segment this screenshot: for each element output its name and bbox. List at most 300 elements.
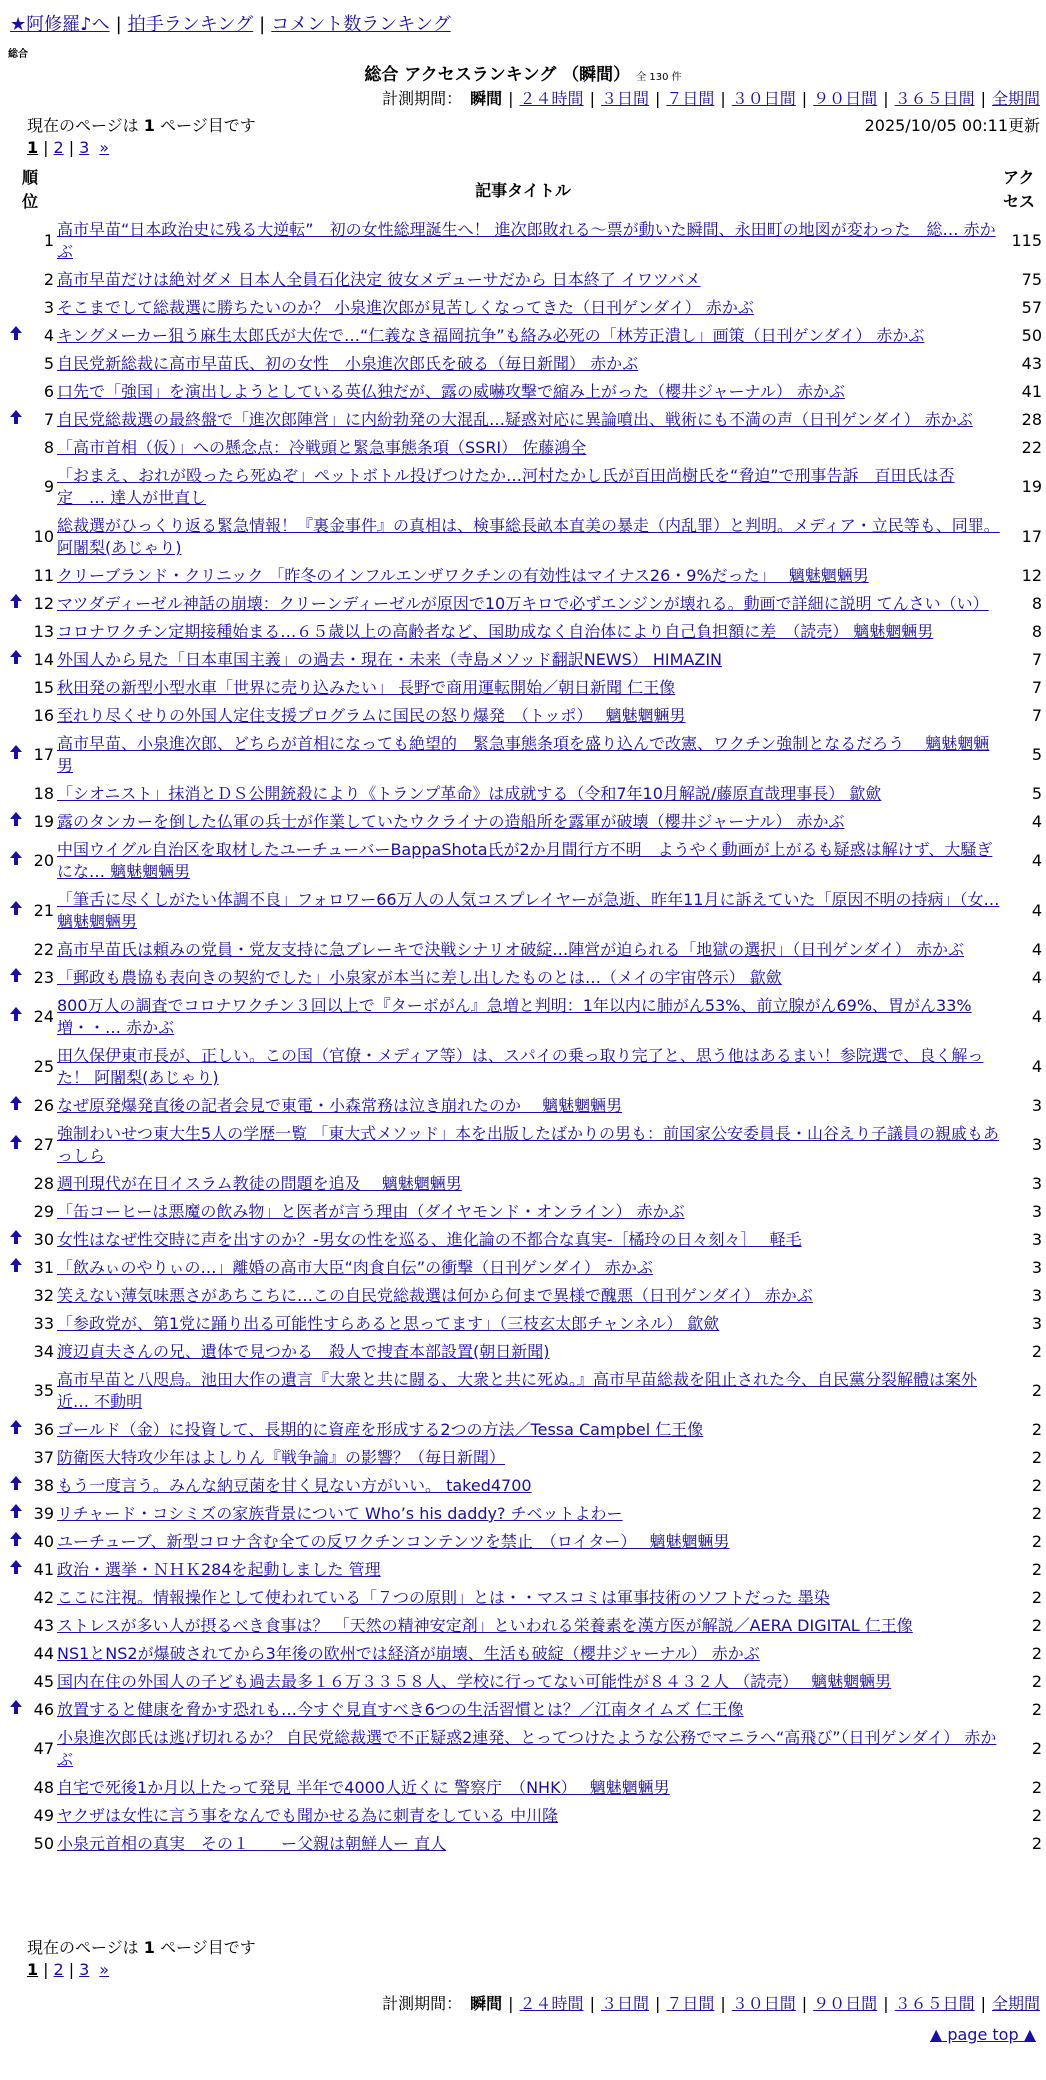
pager-page-3[interactable]: 3	[79, 138, 90, 157]
pager-page-2[interactable]: 2	[53, 1960, 64, 1979]
article-title-link[interactable]: ゴールド（金）に投資して、長期的に資産を形成する2つの方法／Tessa Campbel 仁王像	[57, 1420, 704, 1439]
article-title-link[interactable]: リチャード・コシミズの家族背景について Who’s his daddy? チベットよわー	[57, 1504, 623, 1523]
top-nav	[10, 10, 451, 36]
access-count: 4	[1031, 812, 1042, 831]
access-count: 2	[1031, 1644, 1042, 1663]
rank-number: 43	[33, 1616, 54, 1635]
rank-change-cell	[8, 350, 24, 378]
rank-number: 44	[33, 1644, 54, 1663]
article-title-link[interactable]: 「おまえ、おれが殴ったら死ぬぞ」ペットボトル投げつけたか…河村たかし氏が百田尚樹氏を“脅迫”で刑事告訴 百田氏は否定 … 達人が世直し	[57, 466, 955, 507]
article-title-link[interactable]: 外国人から見た「日本車国主義」の過去・現在・未来（寺島メソッド翻訳NEWS） HIMAZIN	[57, 650, 723, 669]
article-title-link[interactable]: 「筆舌に尽くしがたい体調不良」フォロワー66万人の人気コスプレイヤーが急逝、昨年11月に訴えていた「原因不明の持病」（女… 魑魅魍魎男	[57, 890, 1000, 931]
period-current: 瞬間	[470, 89, 503, 108]
rank-number: 2	[43, 270, 54, 289]
arrow-up-icon	[8, 1254, 24, 1282]
rank-number: 25	[33, 1057, 54, 1076]
arrow-up-icon	[8, 1556, 24, 1584]
table-row	[8, 294, 1046, 322]
table-row	[8, 730, 1046, 780]
article-title-link[interactable]: 「参政党が、第1党に踊り出る可能性すらあると思ってます」（三枝玄太郎チャンネル） 歙歛	[57, 1314, 720, 1333]
article-title-link[interactable]: 「シオニスト」抹消とＤＳ公開銃殺により《トランプ革命》は成就する（令和7年10月解説/藤原直哉理事長） 歙歛	[57, 784, 882, 803]
rank-number: 48	[33, 1778, 54, 1797]
article-title-link[interactable]: もう一度言う。みんな納豆菌を甘く見ない方がいい。 taked4700	[57, 1476, 532, 1495]
article-title-cell	[57, 462, 1000, 512]
article-title-link[interactable]: 総裁選がひっくり返る緊急情報！『裏金事件』の真相は、検事総長畝本直美の暴走（内乱罪）と判明。メディア・立民等も、同罪。 阿闍梨(あじゃり)	[57, 516, 1000, 557]
rank-number: 45	[33, 1672, 54, 1691]
rank-number: 26	[33, 1096, 54, 1115]
arrow-up-icon	[8, 406, 24, 434]
table-row	[8, 780, 1046, 808]
rank-number: 19	[33, 812, 54, 831]
article-title-link[interactable]: マツダディーゼル神話の崩壊：クリーンディーゼルが原因で10万キロで必ずエンジンが壊れる。動画で詳細に説明 てんさい（い）	[57, 594, 989, 613]
access-count: 3	[1031, 1230, 1042, 1249]
arrow-up-icon	[8, 964, 24, 992]
article-title-cell	[57, 674, 1000, 702]
rank-change-cell	[8, 1774, 24, 1802]
access-count: 7	[1031, 650, 1042, 669]
article-title-link[interactable]: 秋田発の新型小型水車「世界に売り込みたい」 長野で商用運転開始／朝日新聞 仁王像	[57, 678, 676, 697]
rank-number: 7	[43, 410, 54, 429]
rank-number: 3	[43, 298, 54, 317]
article-title-cell	[57, 1282, 1000, 1310]
arrow-up-icon	[8, 1416, 24, 1444]
access-count: 2	[1031, 1504, 1042, 1523]
page-info-number: 1	[143, 1938, 155, 1957]
article-title-cell	[57, 1472, 1000, 1500]
table-row	[8, 216, 1046, 266]
period-3d-link[interactable]: ３日間	[600, 1994, 649, 2013]
rank-change-cell	[8, 462, 24, 512]
period-7d-link[interactable]: ７日間	[666, 1994, 715, 2013]
access-count: 3	[1031, 1258, 1042, 1277]
arrow-up-icon	[8, 590, 24, 618]
rank-number: 12	[33, 594, 54, 613]
table-row	[8, 1528, 1046, 1556]
article-title-cell	[57, 1668, 1000, 1696]
access-count: 8	[1031, 622, 1042, 641]
article-title-link[interactable]: 自民党新総裁に高市早苗氏、初の女性 小泉進次郎氏を破る（毎日新聞） 赤かぶ	[57, 354, 639, 373]
article-title-cell	[57, 1802, 1000, 1830]
table-row	[8, 1254, 1046, 1282]
rank-number: 38	[33, 1476, 54, 1495]
rank-number: 17	[33, 745, 54, 764]
access-count: 19	[1021, 477, 1042, 496]
article-title-cell	[57, 350, 1000, 378]
access-count: 3	[1031, 1286, 1042, 1305]
access-count: 5	[1031, 784, 1042, 803]
ranking-title: 総合 アクセスランキング （瞬間）	[364, 65, 631, 85]
access-count: 41	[1021, 382, 1042, 401]
header-access: アクセス	[1003, 168, 1036, 211]
article-title-cell	[57, 216, 1000, 266]
access-count: 4	[1031, 968, 1042, 987]
rank-number: 15	[33, 678, 54, 697]
article-title-link[interactable]: 高市早苗、小泉進次郎、どちらが首相になっても絶望的 緊急事態条項を盛り込んで改憲、ワクチン強制となるだろう 魑魅魍魎男	[57, 734, 990, 775]
rank-number: 23	[33, 968, 54, 987]
rank-change-cell	[8, 1830, 24, 1858]
table-row	[8, 1198, 1046, 1226]
access-count: 3	[1031, 1174, 1042, 1193]
page-info-bottom	[27, 1935, 256, 1958]
arrow-up-icon	[8, 730, 24, 780]
access-count: 4	[1031, 901, 1042, 920]
table-row	[8, 1640, 1046, 1668]
article-title-cell	[57, 1120, 1000, 1170]
ranking-table	[8, 216, 1046, 1858]
access-count: 3	[1031, 1135, 1042, 1154]
article-title-cell	[57, 322, 1000, 350]
period-label: 計測期間：	[382, 1994, 463, 2013]
page-top-link[interactable]: ▲ page top ▲	[929, 2025, 1036, 2044]
rank-number: 14	[33, 650, 54, 669]
rank-number: 37	[33, 1448, 54, 1467]
period-365d-link[interactable]: ３６５日間	[894, 1994, 975, 2013]
table-row	[8, 964, 1046, 992]
comment-ranking-link[interactable]: コメント数ランキング	[271, 14, 451, 35]
article-title-cell	[57, 836, 1000, 886]
rank-number: 34	[33, 1342, 54, 1361]
article-title-link[interactable]: 高市早苗だけは絶対ダメ 日本人全員石化決定 彼女メデューサだから 日本終了 イワツバメ	[57, 270, 701, 289]
access-count: 2	[1031, 1700, 1042, 1719]
table-row	[8, 1556, 1046, 1584]
asyura-home-link[interactable]: ★阿修羅♪へ	[10, 14, 110, 35]
article-title-cell	[57, 964, 1000, 992]
article-title-link[interactable]: 口先で「強国」を演出しようとしている英仏独だが、露の威嚇攻撃で縮み上がった（櫻井ジャーナル） 赤かぶ	[57, 382, 845, 401]
article-title-cell	[57, 406, 1000, 434]
rank-change-cell	[8, 1338, 24, 1366]
period-90d-link[interactable]: ９０日間	[813, 1994, 878, 2013]
rank-number: 40	[33, 1532, 54, 1551]
article-title-link[interactable]: 小泉進次郎氏は逃げ切れるか？ 自民党総裁選で不正疑惑2連発、とってつけたような公務でマニラへ“高飛び”（日刊ゲンダイ） 赤かぶ	[57, 1728, 997, 1769]
rank-number: 4	[43, 326, 54, 345]
article-title-link[interactable]: 「高市首相（仮）」への懸念点：冷戦頭と緊急事態条項（SSRI） 佐藤鴻全	[57, 438, 587, 457]
article-title-link[interactable]: 高市早苗“日本政治史に残る大逆転” 初の女性総理誕生へ！ 進次郎敗れる～票が動いた瞬間、永田町の地図が変わった 総… 赤かぶ	[57, 220, 996, 261]
article-title-cell	[57, 886, 1000, 936]
access-count: 43	[1021, 354, 1042, 373]
article-title-link[interactable]: クリーブランド・クリニック 「昨冬のインフルエンザワクチンの有効性はマイナス26・9%だった」 魑魅魍魎男	[57, 566, 869, 585]
rank-change-cell	[8, 936, 24, 964]
table-row	[8, 1668, 1046, 1696]
period-30d-link[interactable]: ３０日間	[731, 89, 796, 108]
rank-change-cell	[8, 1310, 24, 1338]
table-row	[8, 886, 1046, 936]
rank-change-cell	[8, 1724, 24, 1774]
rank-number: 24	[33, 1007, 54, 1026]
article-title-link[interactable]: 渡辺貞夫さんの兄、遺体で見つかる 殺人で捜査本部設置(朝日新聞)	[57, 1342, 550, 1361]
rank-change-cell	[8, 266, 24, 294]
table-row	[8, 1120, 1046, 1170]
article-title-link[interactable]: なぜ原発爆発直後の記者会見で東電・小森常務は泣き崩れたのか 魑魅魍魎男	[57, 1096, 623, 1115]
arrow-up-icon	[8, 1092, 24, 1120]
pager-page-3[interactable]: 3	[79, 1960, 90, 1979]
rank-change-cell	[8, 1198, 24, 1226]
rank-number: 33	[33, 1314, 54, 1333]
period-3d-link[interactable]: ３日間	[600, 89, 649, 108]
period-nav: 計測期間： 瞬間 | ２４時間 | ３日間 | ７日間 | ３０日間 | ９０日間 | ３６５日間 | 全期間	[382, 89, 1040, 108]
access-count: 3	[1031, 1202, 1042, 1221]
rank-number: 10	[33, 527, 54, 546]
access-count: 8	[1031, 594, 1042, 613]
article-title-link[interactable]: ここに注視。情報操作として使われている「７つの原則」とは・・マスコミは軍事技術のソフトだった 墨染	[57, 1588, 830, 1607]
period-all-link[interactable]: 全期間	[991, 89, 1040, 108]
article-title-link[interactable]: ユーチューブ、新型コロナ含む全ての反ワクチンコンテンツを禁止 （ロイター） 魑魅魍魎男	[57, 1532, 730, 1551]
article-title-cell	[57, 1774, 1000, 1802]
pager-top: 1 | 2 | 3 »	[27, 138, 110, 157]
table-row	[8, 1774, 1046, 1802]
table-row	[8, 512, 1046, 562]
article-title-cell	[57, 1556, 1000, 1584]
rank-number: 41	[33, 1560, 54, 1579]
table-row	[8, 674, 1046, 702]
access-count: 115	[1011, 231, 1042, 250]
period-30d-link[interactable]: ３０日間	[731, 1994, 796, 2013]
table-row	[8, 1042, 1046, 1092]
rank-change-cell	[8, 1170, 24, 1198]
article-title-cell	[57, 434, 1000, 462]
article-title-cell	[57, 1830, 1000, 1858]
page-info	[27, 113, 256, 136]
access-count: 4	[1031, 851, 1042, 870]
table-row	[8, 1170, 1046, 1198]
rank-change-cell	[8, 512, 24, 562]
access-count: 2	[1031, 1476, 1042, 1495]
applause-ranking-link[interactable]: 拍手ランキング	[127, 14, 254, 35]
arrow-up-icon	[8, 1472, 24, 1500]
period-label: 計測期間：	[382, 89, 463, 108]
rank-number: 36	[33, 1420, 54, 1439]
rank-change-cell	[8, 1366, 24, 1416]
table-row	[8, 266, 1046, 294]
rank-change-cell	[8, 1282, 24, 1310]
table-row	[8, 936, 1046, 964]
article-title-cell	[57, 266, 1000, 294]
rank-number: 20	[33, 851, 54, 870]
table-row	[8, 1500, 1046, 1528]
article-title-cell	[57, 294, 1000, 322]
table-row	[8, 1612, 1046, 1640]
arrow-up-icon	[8, 1500, 24, 1528]
period-365d-link[interactable]: ３６５日間	[894, 89, 975, 108]
rank-number: 6	[43, 382, 54, 401]
access-count: 2	[1031, 1672, 1042, 1691]
access-count: 12	[1021, 566, 1042, 585]
table-row	[8, 350, 1046, 378]
pager-next[interactable]: »	[99, 138, 110, 157]
article-title-cell	[57, 646, 1000, 674]
article-title-link[interactable]: 高市早苗氏は頼みの党員・党友支持に急ブレーキで決戦シナリオ破綻…陣営が迫られる「地獄の選択」（日刊ゲンダイ） 赤かぶ	[57, 940, 965, 959]
access-count: 4	[1031, 940, 1042, 959]
article-title-cell	[57, 702, 1000, 730]
rank-number: 18	[33, 784, 54, 803]
table-row	[8, 618, 1046, 646]
pager-current: 1	[27, 1960, 39, 1979]
article-title-cell	[57, 562, 1000, 590]
article-title-cell	[57, 1338, 1000, 1366]
table-row	[8, 836, 1046, 886]
pager-next[interactable]: »	[99, 1960, 110, 1979]
rank-number: 32	[33, 1286, 54, 1305]
article-title-link[interactable]: 防衛医大特攻少年はよしりん『戦争論』の影響？（毎日新聞）	[57, 1448, 506, 1467]
rank-change-cell	[8, 780, 24, 808]
article-title-link[interactable]: 至れり尽くせりの外国人定住支援プログラムに国民の怒り爆発 （トッポ） 魑魅魍魎男	[57, 706, 686, 725]
rank-number: 31	[33, 1258, 54, 1277]
article-title-cell	[57, 1500, 1000, 1528]
access-count: 2	[1031, 1420, 1042, 1439]
access-count: 2	[1031, 1834, 1042, 1853]
pager-current: 1	[27, 138, 39, 157]
page-info-suffix: ページ目です	[160, 116, 256, 135]
article-title-link[interactable]: 露のタンカーを倒した仏軍の兵士が作業していたウクライナの造船所を露軍が破壊（櫻井ジャーナル） 赤かぶ	[57, 812, 845, 831]
rank-number: 13	[33, 622, 54, 641]
table-row	[8, 992, 1046, 1042]
article-title-cell	[57, 1612, 1000, 1640]
table-row	[8, 1472, 1046, 1500]
period-all-link[interactable]: 全期間	[991, 1994, 1040, 2013]
arrow-up-icon	[8, 1528, 24, 1556]
arrow-up-icon	[8, 886, 24, 936]
page-info-prefix: 現在のページは	[27, 1938, 139, 1957]
arrow-up-icon	[8, 646, 24, 674]
article-title-cell	[57, 1584, 1000, 1612]
period-24h-link[interactable]: ２４時間	[519, 1994, 584, 2013]
table-row	[8, 1226, 1046, 1254]
article-title-link[interactable]: 田久保伊東市長が、正しい。この国（官僚・メディア等）は、スパイの乗っ取り完了と、思う他はあるまい！参院選で、良く解った！ 阿闍梨(あじゃり)	[57, 1046, 984, 1087]
article-title-link[interactable]: NS1とNS2が爆破されてから3年後の欧州では経済が崩壊、生活も破綻（櫻井ジャーナル） 赤かぶ	[57, 1644, 760, 1663]
period-90d-link[interactable]: ９０日間	[813, 89, 878, 108]
rank-number: 11	[33, 566, 54, 585]
article-title-link[interactable]: ヤクザは女性に言う事をなんでも聞かせる為に刺青をしている 中川隆	[57, 1806, 559, 1825]
access-count: 4	[1031, 1007, 1042, 1026]
article-title-link[interactable]: 放置すると健康を脅かす恐れも…今すぐ見直すべき6つの生活習慣とは？／江南タイムズ 仁王像	[57, 1700, 744, 1719]
article-title-cell	[57, 1366, 1000, 1416]
article-title-link[interactable]: 「郵政も農協も表向きの契約でした」小泉家が本当に差し出したものとは…（メイの宇宙啓示） 歙歛	[57, 968, 782, 987]
article-title-link[interactable]: 高市早苗と八咫烏。池田大作の遺言『大衆と共に闘る、大衆と共に死ぬ。』高市早苗総裁を阻止された今、自民黨分裂解體は案外近… 不動明	[57, 1370, 978, 1411]
rank-number: 22	[33, 940, 54, 959]
table-row	[8, 1830, 1046, 1858]
item-count: 全 130 件	[636, 72, 682, 83]
article-title-link[interactable]: キングメーカー狙う麻生太郎氏が大佐で…“仁義なき福岡抗争”も絡み必死の「林芳正潰し」画策（日刊ゲンダイ） 赤かぶ	[57, 326, 925, 345]
article-title-link[interactable]: 強制わいせつ東大生5人の学歴一覧 「東大式メソッド」本を出版したばかりの男も：前国家公安委員長・山谷えり子議員の親戚もあっしら	[57, 1124, 999, 1165]
article-title-link[interactable]: ストレスが多い人が摂るべき食事は？ 「天然の精神安定剤」といわれる栄養素を漢方医が解説／AERA DIGITAL 仁王像	[57, 1616, 913, 1635]
article-title-link[interactable]: 自民党総裁選の最終盤で「進次郎陣営」に内紛勃発の大混乱…疑惑対応に異論噴出、戦術にも不満の声（日刊ゲンダイ） 赤かぶ	[57, 410, 973, 429]
table-row	[8, 1338, 1046, 1366]
rank-change-cell	[8, 1612, 24, 1640]
rank-change-cell	[8, 1668, 24, 1696]
article-title-cell	[57, 780, 1000, 808]
article-title-cell	[57, 730, 1000, 780]
article-title-cell	[57, 1198, 1000, 1226]
article-title-link[interactable]: 小泉元首相の真実 その１ ー父親は朝鮮人ー 直人	[57, 1834, 447, 1853]
article-title-cell	[57, 1254, 1000, 1282]
article-title-cell	[57, 1042, 1000, 1092]
rank-number: 39	[33, 1504, 54, 1523]
rank-change-cell	[8, 294, 24, 322]
article-title-cell	[57, 1416, 1000, 1444]
rank-change-cell	[8, 378, 24, 406]
access-count: 2	[1031, 1381, 1042, 1400]
rank-number: 27	[33, 1135, 54, 1154]
article-title-link[interactable]: 中国ウイグル自治区を取材したユーチューバーBappaShota氏が2か月間行方不明 ようやく動画が上がるも疑惑は解けず、大騒ぎにな… 魑魅魍魎男	[57, 840, 993, 881]
rank-number: 9	[43, 477, 54, 496]
updated-timestamp: 2025/10/05 00:11更新	[864, 116, 1040, 135]
table-row	[8, 702, 1046, 730]
table-row	[8, 1724, 1046, 1774]
access-count: 3	[1031, 1096, 1042, 1115]
article-title-link[interactable]: 女性はなぜ性交時に声を出すのか？-男女の性を巡る、進化論の不都合な真実-［橘玲の日々刻々］ 軽毛	[57, 1230, 802, 1249]
rank-number: 30	[33, 1230, 54, 1249]
rank-change-cell	[8, 618, 24, 646]
article-title-link[interactable]: 笑えない薄気味悪さがあちこちに…この自民党総裁選は何から何まで異様で醜悪（日刊ゲンダイ） 赤かぶ	[57, 1286, 813, 1305]
table-row	[8, 462, 1046, 512]
access-count: 17	[1021, 527, 1042, 546]
rank-change-cell	[8, 674, 24, 702]
page-title	[0, 60, 1046, 85]
rank-change-cell	[8, 1584, 24, 1612]
access-count: 2	[1031, 1448, 1042, 1467]
arrow-up-icon	[8, 1120, 24, 1170]
category-label: 総合	[8, 49, 28, 60]
nav-separator: |	[259, 14, 266, 35]
table-row	[8, 808, 1046, 836]
table-row	[8, 434, 1046, 462]
article-title-link[interactable]: 自宅で死後1か月以上たって発見 半年で4000人近くに 警察庁 （NHK） 魑魅魍魎男	[57, 1778, 670, 1797]
article-title-cell	[57, 1724, 1000, 1774]
article-title-link[interactable]: そこまでして総裁選に勝ちたいのか？ 小泉進次郎が見苦しくなってきた（日刊ゲンダイ） 赤かぶ	[57, 298, 754, 317]
article-title-link[interactable]: 「飲みぃのやりぃの…」離婚の高市大臣“肉食自伝”の衝撃（日刊ゲンダイ） 赤かぶ	[57, 1258, 653, 1277]
article-title-cell	[57, 590, 1000, 618]
rank-number: 1	[43, 231, 54, 250]
table-row	[8, 1310, 1046, 1338]
access-count: 50	[1021, 326, 1042, 345]
article-title-link[interactable]: 週刊現代が在日イスラム教徒の問題を追及 魑魅魍魎男	[57, 1174, 462, 1193]
access-count: 28	[1021, 410, 1042, 429]
access-count: 2	[1031, 1588, 1042, 1607]
rank-change-cell	[8, 702, 24, 730]
article-title-cell	[57, 618, 1000, 646]
article-title-link[interactable]: 政治・選挙・ＮＨＫ284を起動しました 管理	[57, 1560, 381, 1579]
article-title-link[interactable]: 国内在住の外国人の子ども過去最多１６万３３５８人、学校に行ってない可能性が８４３２人 （読売） 魑魅魍魎男	[57, 1672, 892, 1691]
article-title-cell	[57, 1696, 1000, 1724]
table-row	[8, 1366, 1046, 1416]
page-info-prefix: 現在のページは	[27, 116, 139, 135]
rank-number: 5	[43, 354, 54, 373]
article-title-cell	[57, 378, 1000, 406]
article-title-link[interactable]: コロナワクチン定期接種始まる…６５歳以上の高齢者など、国助成なく自治体により自己負担額に差 （読売） 魑魅魍魎男	[57, 622, 934, 641]
rank-change-cell	[8, 1444, 24, 1472]
arrow-up-icon	[8, 1696, 24, 1724]
table-row	[8, 1416, 1046, 1444]
article-title-link[interactable]: 「缶コーヒーは悪魔の飲み物」と医者が言う理由（ダイヤモンド・オンライン） 赤かぶ	[57, 1202, 685, 1221]
access-count: 2	[1031, 1616, 1042, 1635]
table-row	[8, 1444, 1046, 1472]
access-count: 2	[1031, 1342, 1042, 1361]
rank-change-cell	[8, 1640, 24, 1668]
table-row	[8, 1584, 1046, 1612]
pager-page-2[interactable]: 2	[53, 138, 64, 157]
table-row	[8, 590, 1046, 618]
rank-number: 35	[33, 1381, 54, 1400]
table-row	[8, 322, 1046, 350]
page-info-number: 1	[143, 116, 155, 135]
pager-bottom: 1 | 2 | 3 »	[27, 1960, 110, 1979]
arrow-up-icon	[8, 836, 24, 886]
article-title-link[interactable]: 800万人の調査でコロナワクチン３回以上で『ターボがん』急増と判明：1年以内に肺がん53%、前立腺がん69%、胃がん33%増・・… 赤かぶ	[57, 996, 972, 1037]
access-count: 2	[1031, 1560, 1042, 1579]
page-info-suffix: ページ目です	[160, 1938, 256, 1957]
period-7d-link[interactable]: ７日間	[666, 89, 715, 108]
period-24h-link[interactable]: ２４時間	[519, 89, 584, 108]
nav-separator: |	[115, 14, 122, 35]
